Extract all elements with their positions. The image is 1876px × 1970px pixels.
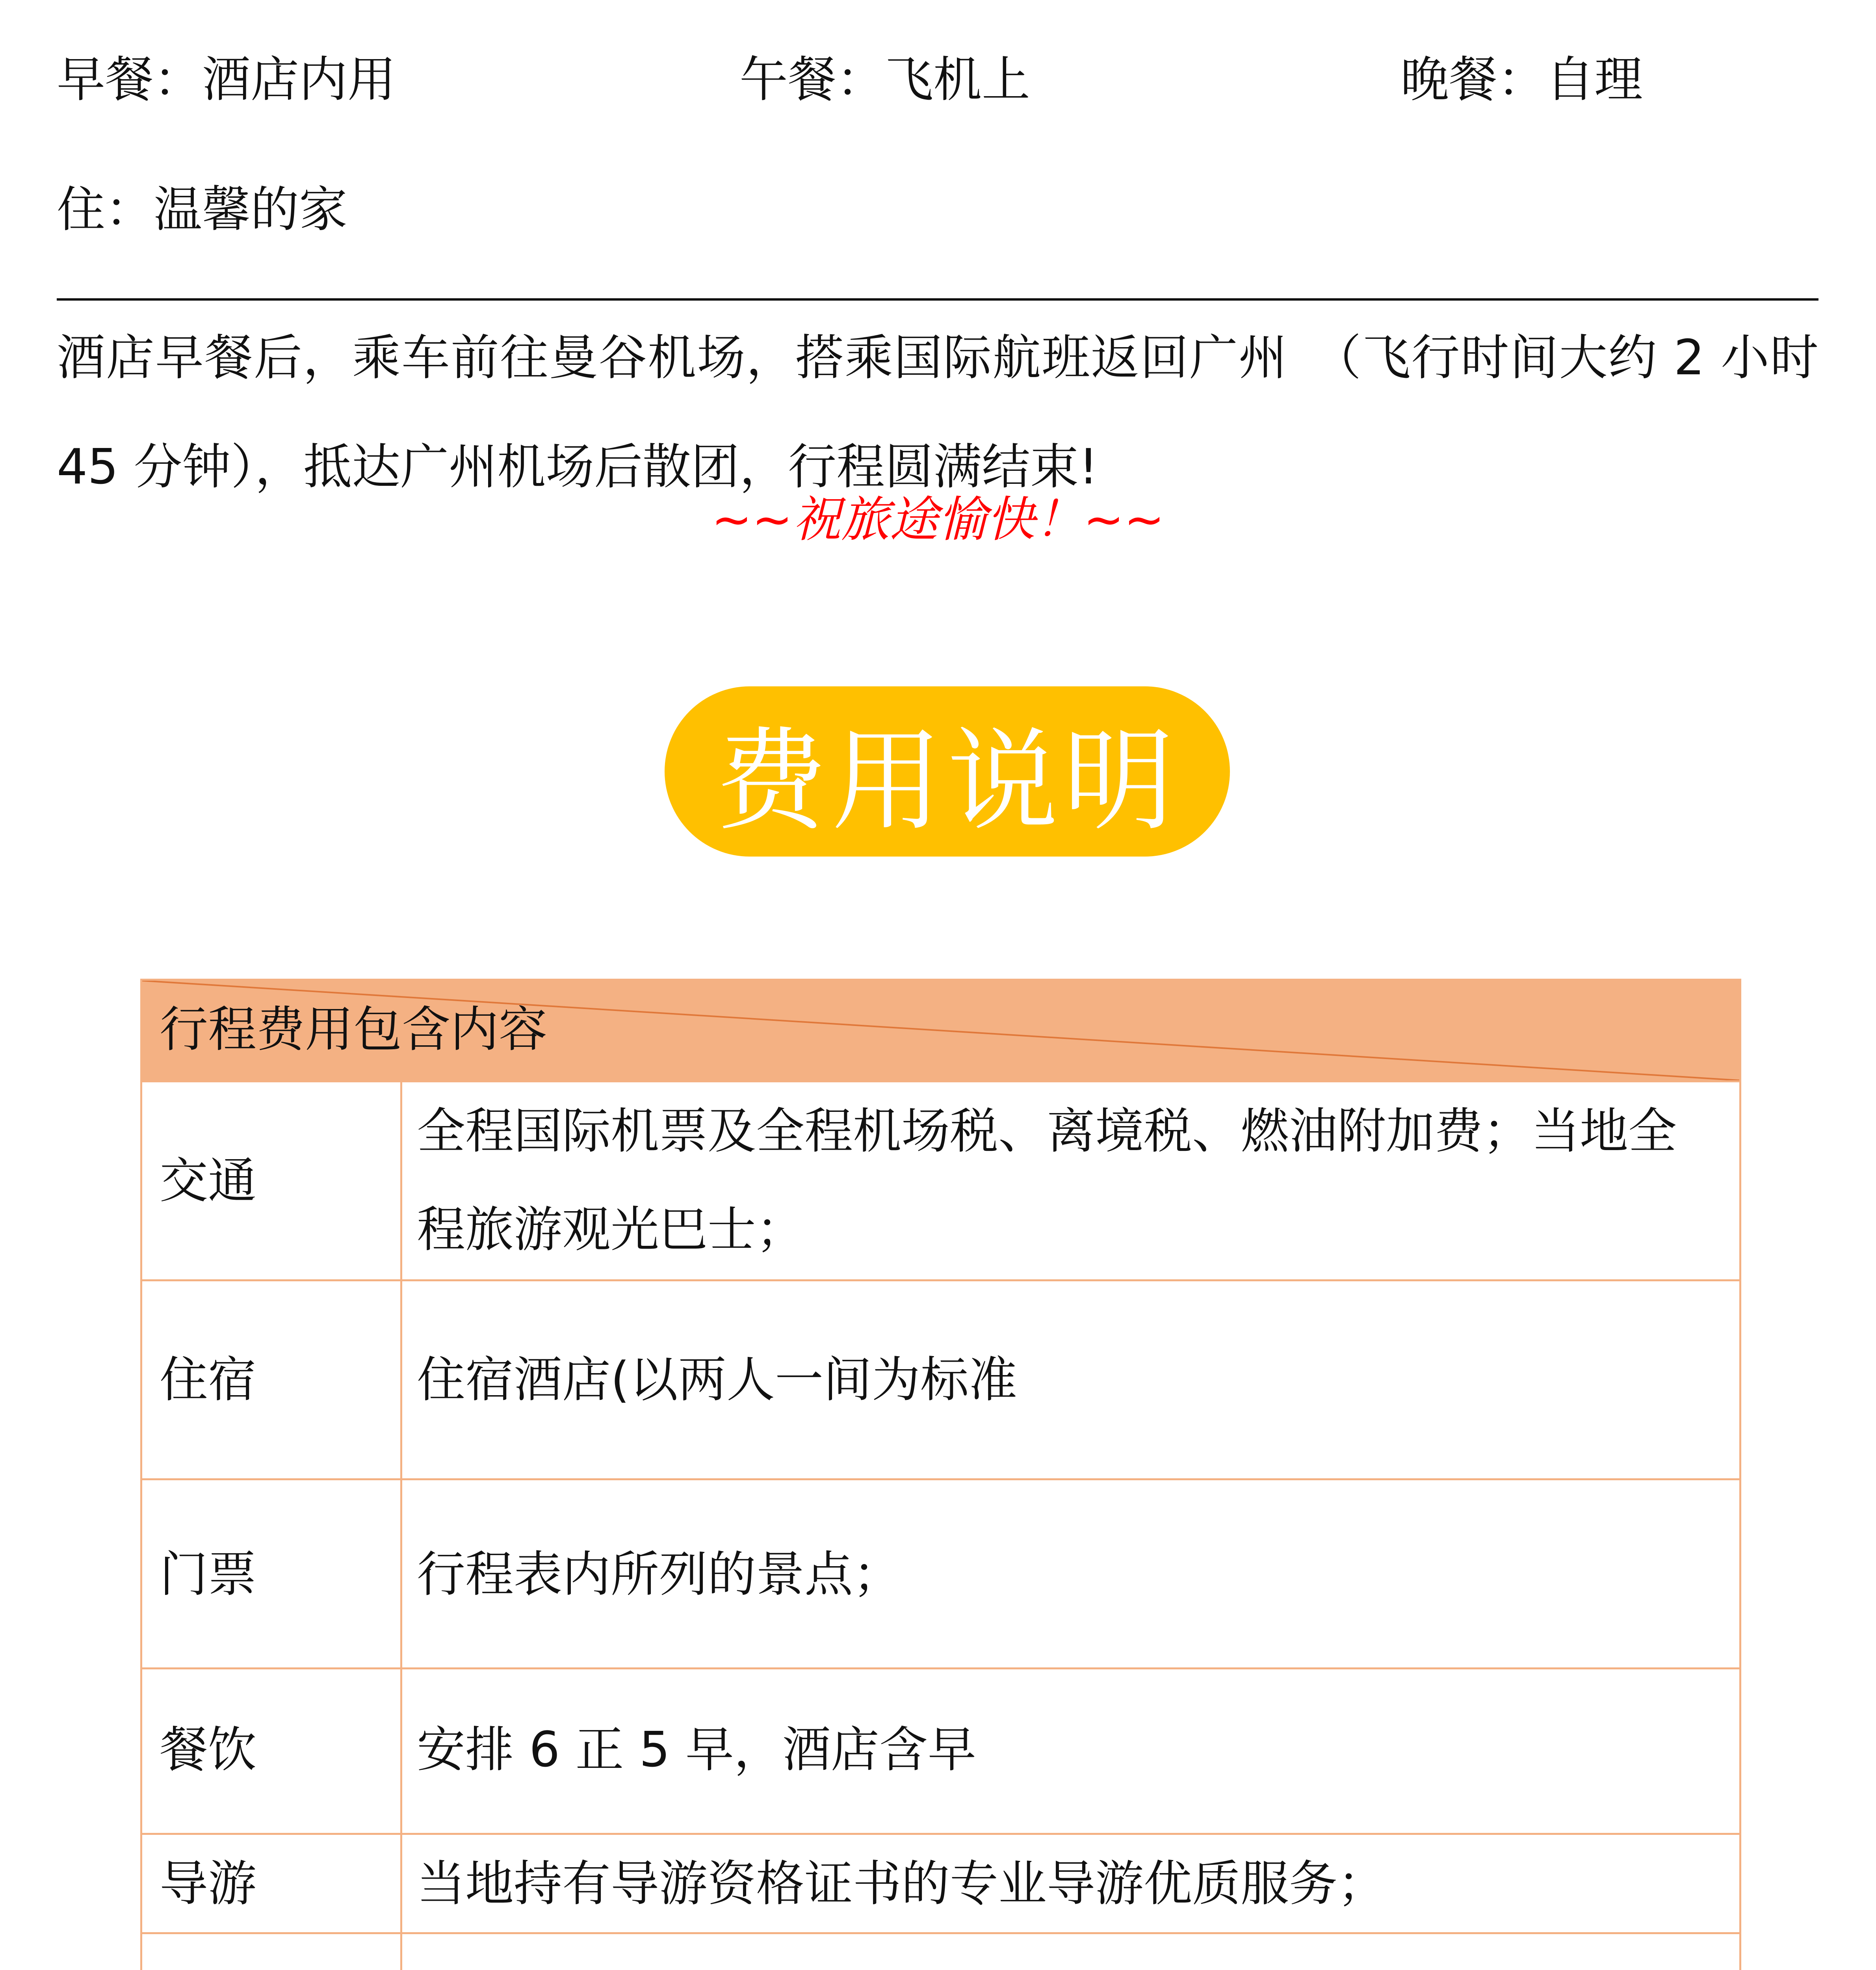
itinerary-text: 酒店早餐后，乘车前往曼谷机场，搭乘国际航班返回广州 （飞行时间大约 2 小时 45 分钟），抵达广州机场后散团，行程圆满结束! xyxy=(57,330,1818,495)
meal-dinner: 晚餐：自理 xyxy=(1400,52,1643,108)
table-row xyxy=(142,1833,1739,1932)
row-label-meals: 餐饮 xyxy=(160,1722,256,1778)
row-value-lodging: 住宿酒店(以两人一间为标准 xyxy=(417,1352,1017,1408)
divider xyxy=(57,298,1818,301)
section-title-badge xyxy=(665,686,1230,857)
row-value-tickets: 行程表内所列的景点； xyxy=(417,1546,901,1603)
section-title: 费用说明 xyxy=(715,716,1179,846)
cost-table xyxy=(140,979,1741,1970)
row-value-transport-line1: 全程国际机票及全程机场税、离境税、燃油附加费；当地全 xyxy=(417,1103,1677,1160)
table-row xyxy=(142,1667,1739,1833)
table-row xyxy=(142,1279,1739,1478)
column-divider xyxy=(400,1082,402,1279)
table-row xyxy=(142,1080,1739,1279)
included-header-row xyxy=(142,981,1739,1080)
row-label-tickets: 门票 xyxy=(160,1546,256,1603)
row-value-transport-line2: 程旅游观光巴士； xyxy=(417,1202,804,1258)
column-divider xyxy=(400,1281,402,1478)
meals-row xyxy=(57,46,1830,113)
row-label-transport: 交通 xyxy=(160,1153,256,1209)
included-header: 行程费用包含内容 xyxy=(160,1002,547,1058)
table-row xyxy=(142,1932,1739,1970)
row-label-lodging: 住宿 xyxy=(160,1352,256,1408)
column-divider xyxy=(400,1480,402,1667)
row-value-meals: 安排 6 正 5 早，酒店含早 xyxy=(417,1722,976,1778)
row-label-guide: 导游 xyxy=(160,1856,256,1912)
closing-wish: ~~祝旅途愉快！~~ xyxy=(711,492,1165,548)
column-divider xyxy=(400,1835,402,1932)
column-divider xyxy=(400,1669,402,1833)
table-row xyxy=(142,1478,1739,1667)
column-divider xyxy=(400,1934,402,1970)
row-value-guide: 当地持有导游资格证书的专业导游优质服务； xyxy=(417,1856,1386,1912)
meal-lunch: 午餐：飞机上 xyxy=(739,52,1030,108)
lodging: 住：温馨的家 xyxy=(57,182,347,238)
meal-breakfast: 早餐：酒店内用 xyxy=(57,52,396,108)
